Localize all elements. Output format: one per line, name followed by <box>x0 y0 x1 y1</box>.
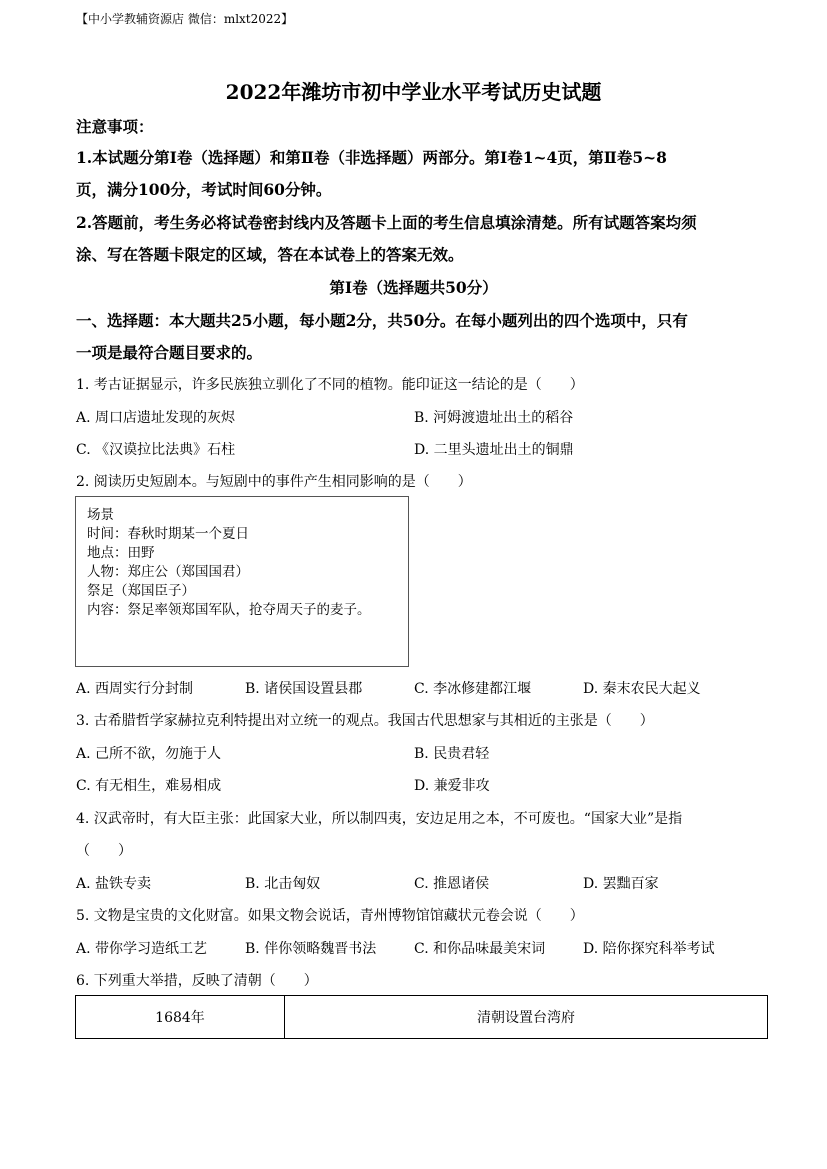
q2-box-line: 时间：春秋时期某一个夏日 <box>87 526 249 542</box>
q5-stem: 5. 文物是宝贵的文化财富。如果文物会说话，青州博物馆馆藏状元卷会说（ ） <box>76 908 584 924</box>
q2-box-line: 内容：祭足率领郑国军队，抢夺周天子的麦子。 <box>87 602 371 618</box>
q3-option-d: D. 兼爱非攻 <box>414 778 490 794</box>
q4-option-d: D. 罢黜百家 <box>583 876 659 892</box>
q4-stem-continued: （ ） <box>76 843 132 859</box>
q5-option-d: D. 陪你探究科举考试 <box>583 941 715 957</box>
q5-option-b: B. 伴你领略魏晋书法 <box>245 941 377 957</box>
q6-event-cell: 清朝设置台湾府 <box>285 996 768 1039</box>
notice-item1-line1: 1.本试题分第Ⅰ卷（选择题）和第Ⅱ卷（非选择题）两部分。第Ⅰ卷1~4页，第Ⅱ卷5~8 <box>76 148 667 167</box>
q5-option-a: A. 带你学习造纸工艺 <box>76 941 208 957</box>
notice-item2-line2: 涂、写在答题卡限定的区域，答在本试卷上的答案无效。 <box>76 245 464 264</box>
q4-option-a: A. 盐铁专卖 <box>76 876 152 892</box>
q2-option-d: D. 秦末农民大起义 <box>583 681 701 697</box>
notice-heading: 注意事项： <box>76 117 154 136</box>
q2-option-b: B. 诸侯国设置县郡 <box>245 681 363 697</box>
q2-box-line: 祭足（郑国臣子） <box>87 583 195 599</box>
q3-option-b: B. 民贵君轻 <box>414 746 490 762</box>
q2-stem: 2. 阅读历史短剧本。与短剧中的事件产生相同影响的是（ ） <box>76 474 472 490</box>
q3-option-c: C. 有无相生，难易相成 <box>76 778 222 794</box>
section-title: 第Ⅰ卷（选择题共50分） <box>329 278 498 297</box>
q2-script-box <box>75 496 409 667</box>
q6-stem: 6. 下列重大举措，反映了清朝（ ） <box>76 973 318 989</box>
q4-stem: 4. 汉武帝时，有大臣主张：此国家大业，所以制四夷，安边足用之本，不可废也。“国家大业”是指 <box>76 811 683 827</box>
q2-box-line: 地点：田野 <box>87 545 155 561</box>
notice-item2-line1: 2.答题前，考生务必将试卷密封线内及答题卡上面的考生信息填涂清楚。所有试题答案均须 <box>76 213 697 232</box>
q1-option-d: D. 二里头遗址出土的铜鼎 <box>414 442 574 458</box>
q5-option-c: C. 和你品味最美宋词 <box>414 941 546 957</box>
q1-option-c: C. 《汉谟拉比法典》石柱 <box>76 442 236 458</box>
q3-option-a: A. 己所不欲，勿施于人 <box>76 746 222 762</box>
notice-item1-line2: 页，满分100分，考试时间60分钟。 <box>76 180 332 199</box>
instruction-line1: 一、选择题：本大题共25小题，每小题2分，共50分。在每小题列出的四个选项中，只有 <box>76 311 688 330</box>
q4-option-b: B. 北击匈奴 <box>245 876 321 892</box>
page-header: 【中小学教辅资源店 微信：mlxt2022】 <box>76 12 294 26</box>
q1-option-a: A. 周口店遗址发现的灰烬 <box>76 410 236 426</box>
q4-option-c: C. 推恩诸侯 <box>414 876 490 892</box>
table-row <box>76 996 768 1039</box>
q1-option-b: B. 河姆渡遗址出土的稻谷 <box>414 410 574 426</box>
q3-stem: 3. 古希腊哲学家赫拉克利特提出对立统一的观点。我国古代思想家与其相近的主张是（ ） <box>76 713 654 729</box>
q6-table <box>75 995 768 1039</box>
instruction-line2: 一项是最符合题目要求的。 <box>76 343 263 362</box>
q6-year-cell: 1684年 <box>76 996 285 1039</box>
q2-box-line: 人物：郑庄公（郑国国君） <box>87 564 249 580</box>
q2-option-c: C. 李冰修建都江堰 <box>414 681 532 697</box>
q1-stem: 1. 考古证据显示，许多民族独立驯化了不同的植物。能印证这一结论的是（ ） <box>76 377 584 393</box>
page-title: 2022年潍坊市初中学业水平考试历史试题 <box>225 80 602 104</box>
q2-option-a: A. 西周实行分封制 <box>76 681 194 697</box>
q2-box-line: 场景 <box>87 507 114 523</box>
